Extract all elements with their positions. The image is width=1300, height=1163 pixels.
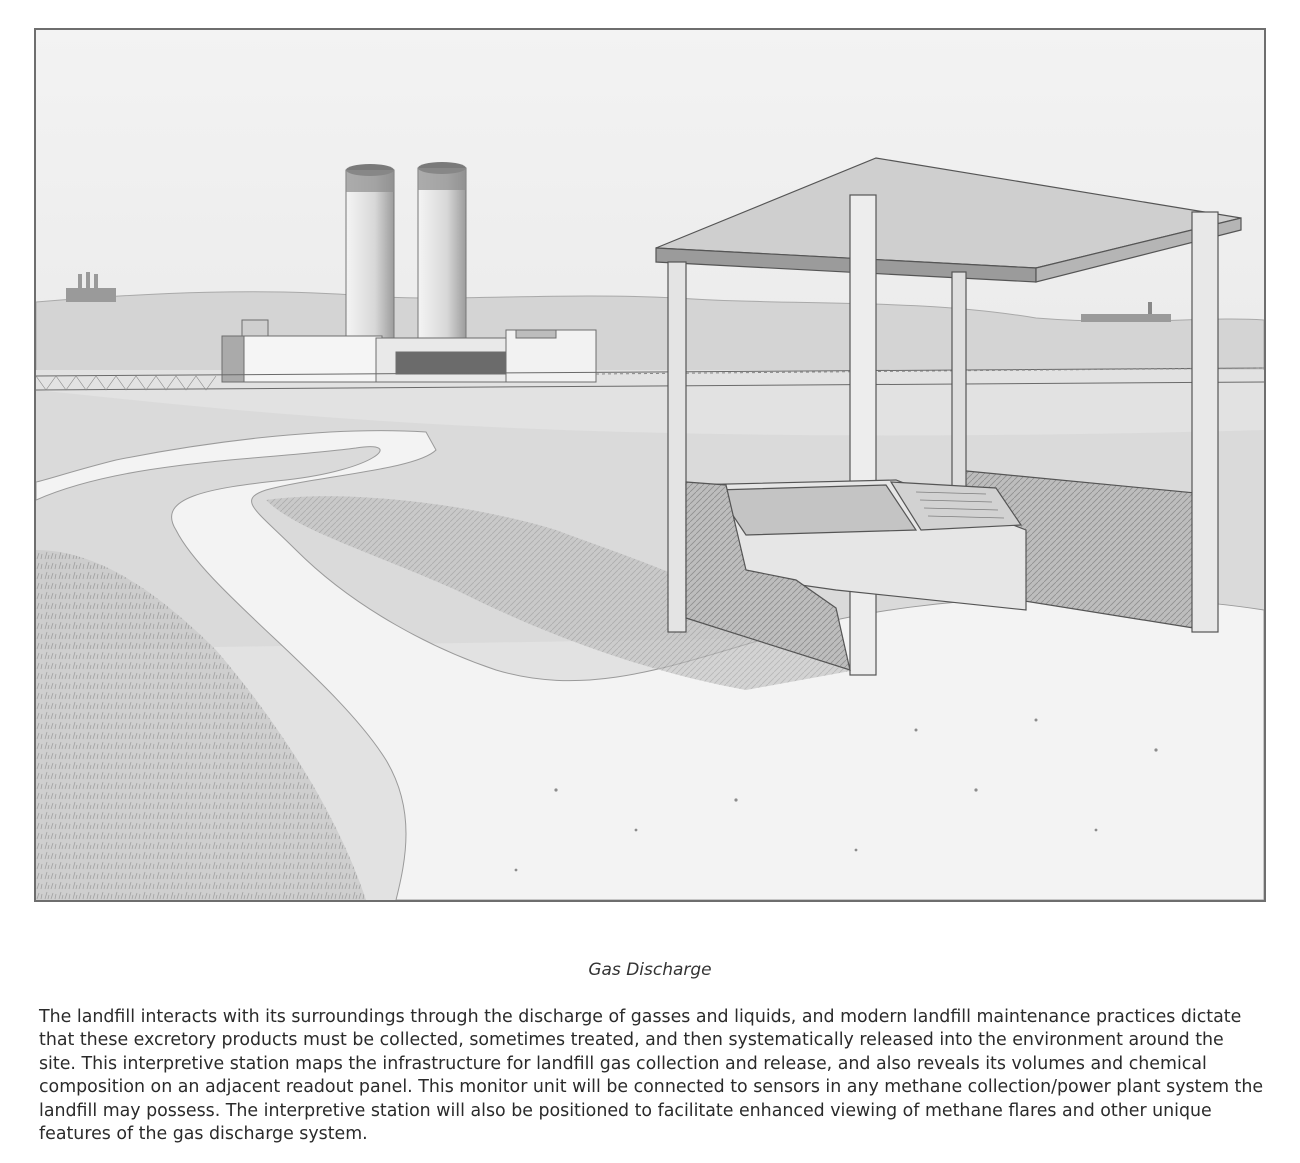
landfill-pencil-drawing xyxy=(36,30,1264,900)
sky xyxy=(36,30,1264,330)
figure-description: The landfill interacts with its surroundings through the discharge of gasses and liquids, and modern landfill maintenance practices dictate that these excretory products must be collected, sometimes treated, and then systematically released into the environment around the site. This interpretive station maps the infrastructure for landfill gas collection and release, and also reveals its volumes and chemical composition on an adjacent readout panel. This monitor unit will be connected to sensors in any methane collection/power plant system the landfill may possess. The interpretive station will also be positioned to facilitate enhanced viewing of methane flares and other unique features of the gas discharge system. xyxy=(39,1007,1264,1145)
figure-caption: Gas Discharge xyxy=(588,960,712,980)
distant-building-right xyxy=(1081,314,1171,322)
illustration-frame xyxy=(34,28,1266,902)
